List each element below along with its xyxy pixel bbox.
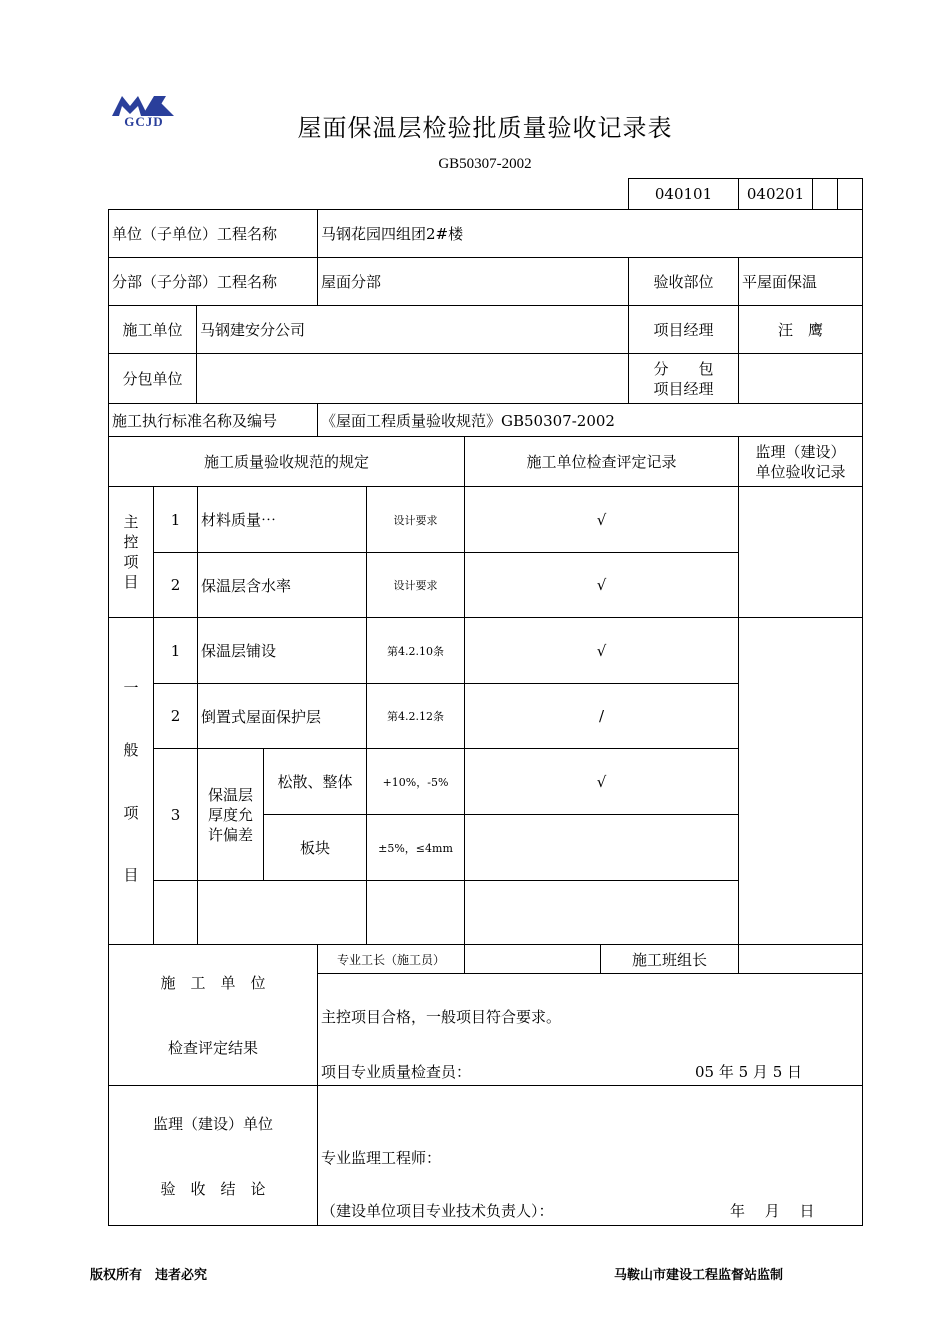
- contractor-value: 马钢建安分公司: [196, 305, 629, 354]
- supervision-result-label-line2: 验 收 结 论: [160, 1179, 266, 1198]
- main-group-char: 目: [123, 573, 139, 591]
- row3-sub1-req: +10%，-5%: [366, 748, 465, 815]
- contractor-result-label-line2: 检查评定结果: [167, 1039, 258, 1057]
- general-row-2-req: 第4.2.12条: [366, 683, 465, 749]
- foreman-value: [464, 944, 601, 974]
- spec-header: 施工质量验收规范的规定: [108, 436, 465, 487]
- general-row-1-name: 保温层铺设: [197, 617, 367, 684]
- general-items-group-label: [108, 617, 154, 945]
- code-box-1: 040101: [628, 178, 739, 210]
- contractor-conclusion: 主控项目合格，一般项目符合要求。: [321, 1008, 562, 1026]
- general-group-char: 一: [123, 678, 139, 697]
- row3-name-line: 保温层: [207, 785, 253, 804]
- main-supervision-cell: [738, 486, 863, 618]
- logo-text: GCJD: [124, 114, 164, 129]
- sub-pm-value: [738, 353, 863, 404]
- unit-project-value: 马钢花园四组团2#楼: [317, 209, 863, 258]
- general-row-1-no: 1: [153, 617, 198, 684]
- general-row-1-result: √: [464, 617, 739, 684]
- general-empty-result: [464, 880, 739, 945]
- subcontractor-label: 分包单位: [108, 353, 197, 404]
- subcontractor-value: [196, 353, 629, 404]
- project-manager-label: 项目经理: [628, 305, 739, 354]
- acceptance-part-label: 验收部位: [628, 257, 739, 306]
- contractor-label: 施工单位: [108, 305, 197, 354]
- main-row-2-name: 保温层含水率: [197, 552, 367, 618]
- supervision-result-label-line1: 监理（建设）单位: [152, 1114, 273, 1133]
- code-box-2: 040201: [738, 178, 813, 210]
- main-row-1-no: 1: [153, 486, 198, 553]
- row3-sub2-req: ±5%，≤4mm: [366, 814, 465, 881]
- sub-pm-label-line1: 分 包: [653, 359, 714, 378]
- row3-name-line: 厚度允: [207, 805, 253, 824]
- acceptance-part-value: 平屋面保温: [738, 257, 863, 306]
- contractor-date: 05 年 5 月 5 日: [695, 1063, 803, 1081]
- row3-sub1-name: 松散、整体: [263, 748, 367, 815]
- general-group-char: 项: [123, 803, 139, 822]
- standard-code: GB50307-2002: [438, 156, 532, 172]
- contractor-result-label: [108, 944, 318, 1086]
- engineer-label: 专业监理工程师：: [321, 1149, 442, 1167]
- general-supervision-cell: [738, 617, 863, 945]
- code-box-3: [812, 178, 838, 210]
- standard-label: 施工执行标准名称及编号: [108, 403, 318, 437]
- general-group-char: 般: [123, 741, 139, 760]
- general-empty-no: [153, 880, 198, 945]
- general-row-2-result: /: [464, 683, 739, 749]
- sub-project-value: 屋面分部: [317, 257, 629, 306]
- row3-sub2-result: [464, 814, 739, 881]
- team-leader-value: [738, 944, 863, 974]
- row3-sub2-name: 板块: [263, 814, 367, 881]
- foreman-label: 专业工长（施工员）: [317, 944, 465, 974]
- sub-pm-label-line2: 项目经理: [653, 379, 714, 398]
- inspector-label: 项目专业质量检查员：: [321, 1063, 472, 1081]
- general-empty-req: [366, 880, 465, 945]
- footer-issuer: 马鞍山市建设工程监督站监制: [614, 1268, 784, 1283]
- team-leader-label: 施工班组长: [600, 944, 739, 974]
- check-header: 施工单位检查评定记录: [464, 436, 739, 487]
- supervision-header-line2: 单位验收记录: [755, 462, 846, 481]
- main-row-1-result: √: [464, 486, 739, 553]
- supervision-date: 年 月 日: [730, 1202, 815, 1220]
- sub-pm-label: [628, 353, 739, 404]
- main-group-char: 项: [123, 553, 139, 571]
- main-group-char: 主: [123, 513, 139, 531]
- general-row-1-req: 第4.2.10条: [366, 617, 465, 684]
- standard-value: 《屋面工程质量验收规范》GB50307-2002: [317, 403, 863, 437]
- main-row-2-no: 2: [153, 552, 198, 618]
- main-row-1-name: 材料质量⋯: [197, 486, 367, 553]
- general-row-3-name: [197, 748, 264, 881]
- main-row-1-req: 设计要求: [366, 486, 465, 553]
- project-manager-value: 汪 鹰: [738, 305, 863, 354]
- main-items-group-label: [108, 486, 154, 618]
- sub-project-label: 分部（子分部）工程名称: [108, 257, 318, 306]
- general-row-3-no: 3: [153, 748, 198, 881]
- general-row-2-no: 2: [153, 683, 198, 749]
- code-box-4: [837, 178, 863, 210]
- general-row-2-name: 倒置式屋面保护层: [197, 683, 367, 749]
- contractor-result-label-line1: 施 工 单 位: [160, 974, 266, 992]
- footer-copyright: 版权所有 违者必究: [90, 1268, 208, 1283]
- row3-sub1-result: √: [464, 748, 739, 815]
- page-title: 屋面保温层检验批质量验收记录表: [297, 114, 673, 142]
- general-group-char: 目: [123, 866, 139, 885]
- main-row-2-result: √: [464, 552, 739, 618]
- supervision-result-label: [108, 1085, 318, 1226]
- general-empty-name: [197, 880, 367, 945]
- main-group-char: 控: [123, 533, 139, 551]
- owner-label: （建设单位项目专业技术负责人）：: [321, 1202, 554, 1220]
- unit-project-label: 单位（子单位）工程名称: [108, 209, 318, 258]
- supervision-header-line1: 监理（建设）: [755, 442, 846, 461]
- main-row-2-req: 设计要求: [366, 552, 465, 618]
- supervision-header: [738, 436, 863, 487]
- row3-name-line: 许偏差: [207, 825, 253, 844]
